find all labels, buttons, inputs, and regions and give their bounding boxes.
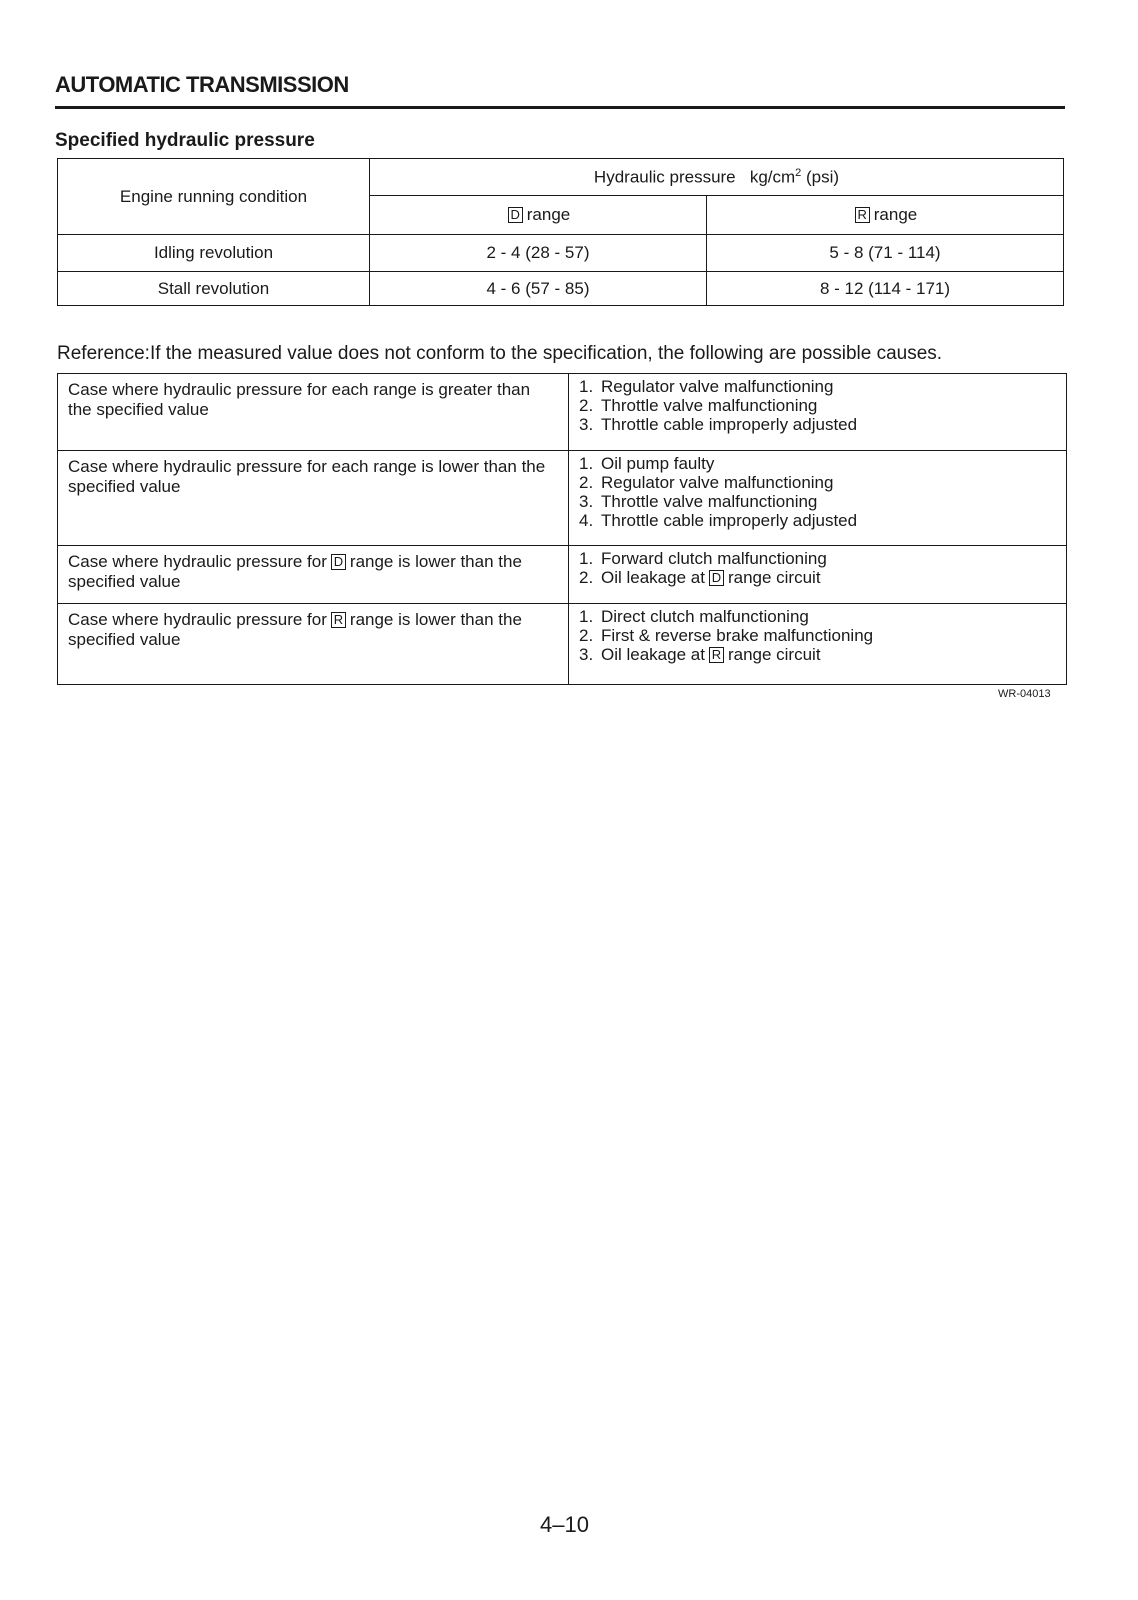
row-d-value: 4 - 6 (57 - 85) [370,272,707,306]
cause-text: First & reverse brake malfunctioning [601,626,874,645]
d-range-symbol: D [709,570,724,586]
d-range-symbol: D [331,554,346,570]
case-causes [569,604,1067,685]
cause-after: range circuit [727,645,821,664]
list-item: 1. Forward clutch malfunctioning [579,549,827,568]
cause-text: Throttle valve malfunctioning [601,492,818,511]
r-range-symbol: R [855,207,870,223]
table-row [58,546,1067,604]
d-range-label: range [526,205,571,224]
list-item: 2. Throttle valve malfunctioning [579,396,818,415]
cause-before: Oil leakage at [601,568,705,587]
subtitle: Specified hydraulic pressure [55,130,315,151]
reference-text: Reference:If the measured value does not conform to the specification, the following are possible causes. [57,343,943,364]
condition-after: range is lower than the specified value [68,610,522,649]
cause-text: Oil pump faulty [601,454,715,473]
cause-text: Throttle valve malfunctioning [601,396,818,415]
causes-table [57,373,1067,685]
list-item: 2. First & reverse brake malfunctioning [579,626,874,645]
unit-prefix: kg/cm [749,167,796,187]
r-range-symbol: R [331,612,346,628]
spec-table [57,158,1064,306]
case-condition: Case where hydraulic pressure for each range is lower than the specified value [58,451,569,546]
row-d-value: 2 - 4 (28 - 57) [370,235,707,272]
table-row [58,374,1067,451]
table-row [58,235,1064,272]
list-item: 3. Oil leakage at R range circuit [579,645,821,664]
condition-before: Case where hydraulic pressure for [68,610,327,629]
cause-text: Direct clutch malfunctioning [601,607,809,626]
list-item: 1. Regulator valve malfunctioning [579,377,834,396]
case-causes [569,546,1067,604]
row-r-value: 5 - 8 (71 - 114) [707,235,1064,272]
list-item: 2. Regulator valve malfunctioning [579,473,834,492]
pressure-header-cell [370,159,1064,196]
row-condition: Idling revolution [58,235,370,272]
pressure-header: Hydraulic pressure [593,167,736,187]
cause-after: range circuit [727,568,821,587]
page-number: 4–10 [540,1512,589,1537]
case-condition [58,604,569,685]
table-row [58,604,1067,685]
r-range-symbol: R [709,647,724,663]
list-item: 2. Oil leakage at D range circuit [579,568,821,587]
list-item: 4. Throttle cable improperly adjusted [579,511,858,530]
case-condition: Case where hydraulic pressure for each range is greater than the specified value [58,374,569,451]
d-range-header [370,196,707,235]
cause-text: Throttle cable improperly adjusted [601,415,858,434]
figure-code: WR-04013 [998,688,1051,700]
condition-after: range is lower than the specified value [68,552,522,591]
condition-before: Case where hydraulic pressure for [68,552,327,571]
r-range-header [707,196,1064,235]
row-r-value: 8 - 12 (114 - 171) [707,272,1064,306]
d-range-symbol: D [508,207,523,223]
cause-before: Oil leakage at [601,645,705,664]
cause-text: Forward clutch malfunctioning [601,549,827,568]
list-item: 3. Throttle cable improperly adjusted [579,415,858,434]
table-row [58,272,1064,306]
table-row [58,451,1067,546]
case-condition [58,546,569,604]
unit-superscript: 2 [795,166,802,179]
case-causes [569,451,1067,546]
list-item: 1. Direct clutch malfunctioning [579,607,809,626]
title-rule [55,106,1065,109]
condition-header-cell [58,159,370,235]
case-causes [569,374,1067,451]
section-title: AUTOMATIC TRANSMISSION [55,72,349,97]
cause-text: Throttle cable improperly adjusted [601,511,858,530]
row-condition: Stall revolution [58,272,370,306]
cause-text: Regulator valve malfunctioning [601,377,834,396]
list-item: 1. Oil pump faulty [579,454,715,473]
condition-header: Engine running condition [119,186,308,206]
r-range-label: range [873,205,918,224]
list-item: 3. Throttle valve malfunctioning [579,492,818,511]
cause-text: Regulator valve malfunctioning [601,473,834,492]
unit-suffix: (psi) [801,167,840,187]
